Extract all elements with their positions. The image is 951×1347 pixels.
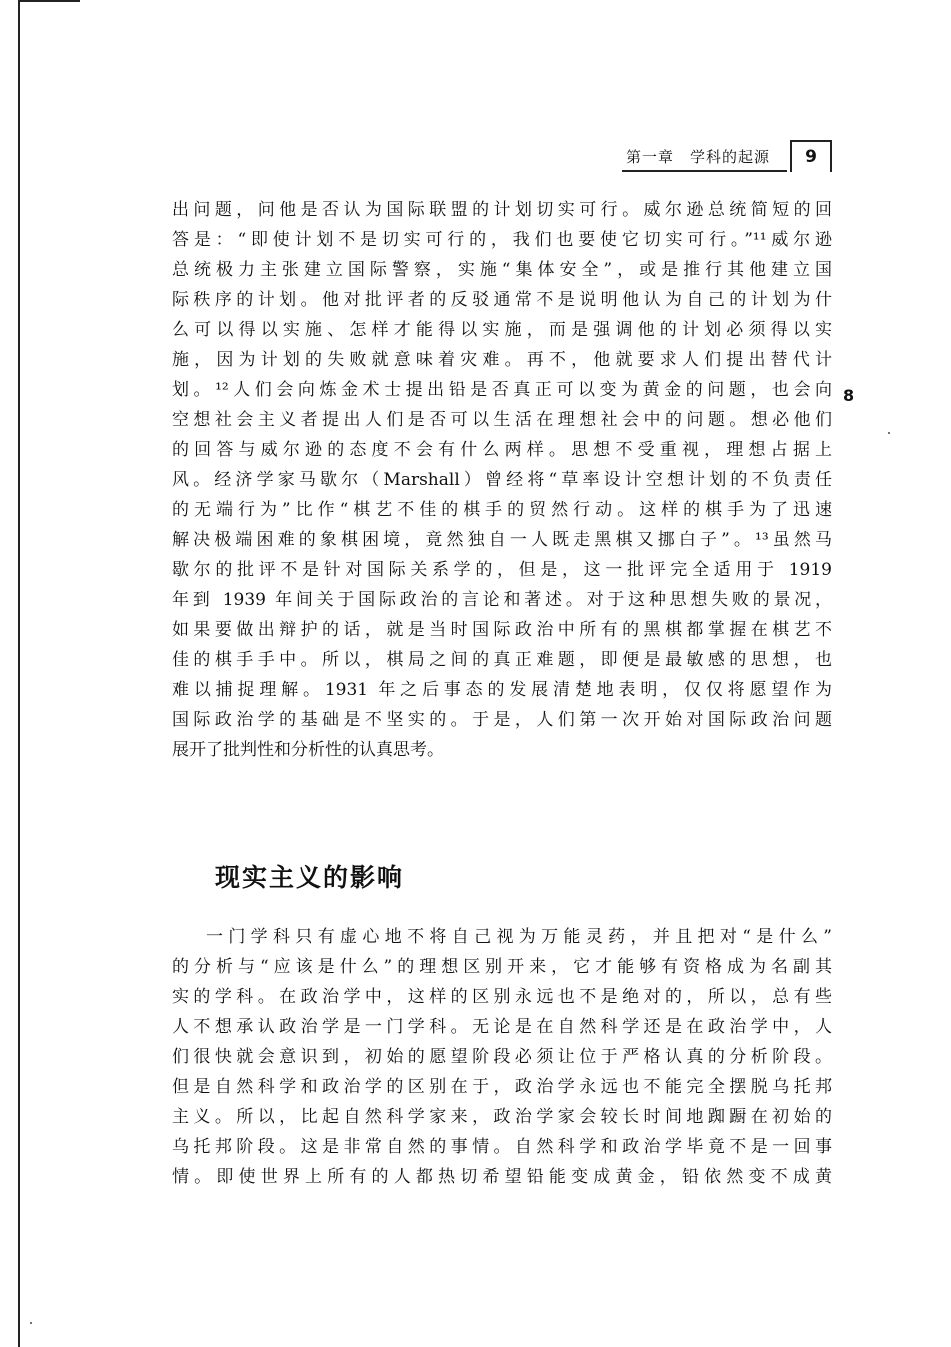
top-tab-rule (18, 0, 80, 2)
text-line: 佳的棋手手中。所以，棋局之间的真正难题，即便是最敏感的思想，也 (172, 650, 832, 670)
text-line: 空想社会主义者提出人们是否可以生活在理想社会中的问题。想必他们 (172, 410, 832, 430)
text-line: 人不想承认政治学是一门学科。无论是在自然科学还是在政治学中，人 (172, 1017, 832, 1037)
text-line: 解决极端困难的象棋困境，竟然独自一人既走黑棋又挪白子”。¹³虽然马 (172, 530, 832, 550)
text-line: 年到 1939 年间关于国际政治的言论和著述。对于这种思想失败的景况， (172, 590, 832, 610)
text-line: 么可以得以实施、怎样才能得以实施，而是强调他的计划必须得以实 (172, 320, 832, 340)
text-line: 如果要做出辩护的话，就是当时国际政治中所有的黑棋都掌握在棋艺不 (172, 620, 832, 640)
text-line: 们很快就会意识到，初始的愿望阶段必须让位于严格认真的分析阶段。 (172, 1047, 832, 1067)
text-line: 总统极力主张建立国际警察，实施“集体安全”，或是推行其他建立国 (172, 260, 832, 280)
text-line: 际秩序的计划。他对批评者的反驳通常不是说明他认为自己的计划为什 (172, 290, 832, 310)
paragraph-2 (172, 922, 832, 1192)
scan-speck (30, 1322, 32, 1324)
text-line: 主义。所以，比起自然科学家来，政治学家会较长时间地踟蹰在初始的 (172, 1107, 832, 1127)
text-line: 的无端行为”比作“棋艺不佳的棋手的贸然行动。这样的棋手为了迅速 (172, 500, 832, 520)
running-head: 第一章 学科的起源 (626, 148, 771, 166)
text-line: 一门学科只有虚心地不将自己视为万能灵药，并且把对“是什么” (206, 927, 832, 947)
text-line: 的回答与威尔逊的态度不会有什么两样。思想不受重视，理想占据上 (172, 440, 832, 460)
text-line: 出问题，问他是否认为国际联盟的计划切实可行。威尔逊总统简短的回 (172, 200, 832, 220)
scan-speck (888, 432, 890, 434)
page-number: 9 (790, 140, 832, 172)
text-line: 实的学科。在政治学中，这样的区别永远也不是绝对的，所以，总有些 (172, 987, 832, 1007)
margin-page-number: 8 (843, 386, 855, 405)
text-line: 国际政治学的基础是不坚实的。于是，人们第一次开始对国际政治问题 (172, 710, 832, 730)
text-line: 划。¹²人们会向炼金术士提出铅是否真正可以变为黄金的问题，也会向 (172, 380, 832, 400)
left-margin-rule (18, 0, 20, 1347)
running-head-underline (622, 170, 787, 172)
text-line: 但是自然科学和政治学的区别在于，政治学永远也不能完全摆脱乌托邦 (172, 1077, 832, 1097)
text-line: 的分析与“应该是什么”的理想区别开来，它才能够有资格成为名副其 (172, 957, 832, 977)
text-line: 展开了批判性和分析性的认真思考。 (172, 740, 444, 760)
paragraph-1 (172, 195, 832, 765)
text-line: 难以捕捉理解。1931 年之后事态的发展清楚地表明，仅仅将愿望作为 (172, 680, 832, 700)
text-line: 答是：“即使计划不是切实可行的，我们也要使它切实可行。”¹¹威尔逊 (172, 230, 832, 250)
section-heading: 现实主义的影响 (215, 863, 405, 892)
text-line: 情。即使世界上所有的人都热切希望铅能变成黄金，铅依然变不成黄 (172, 1167, 832, 1187)
text-line: 歇尔的批评不是针对国际关系学的，但是，这一批评完全适用于 1919 (172, 560, 832, 580)
text-line: 风。经济学家马歇尔（Marshall）曾经将“草率设计空想计划的不负责任 (172, 470, 832, 490)
text-line: 施，因为计划的失败就意味着灾难。再不，他就要求人们提出替代计 (172, 350, 832, 370)
text-line: 乌托邦阶段。这是非常自然的事情。自然科学和政治学毕竟不是一回事 (172, 1137, 832, 1157)
